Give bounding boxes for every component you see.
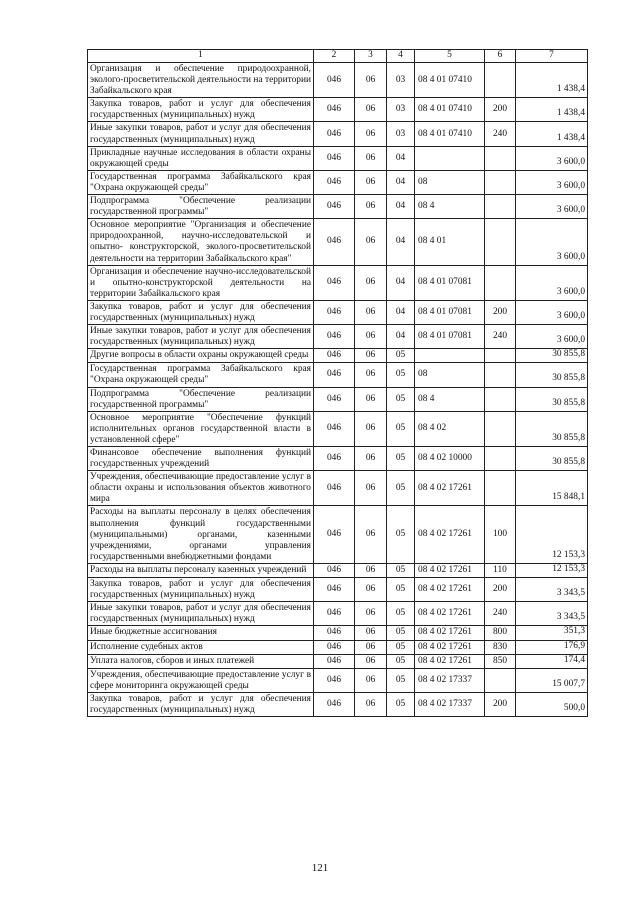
section-code-cell: 06 [355, 63, 387, 98]
ministry-code-cell: 046 [314, 506, 355, 563]
target-article-cell: 08 [415, 170, 485, 194]
expense-type-cell: 850 [485, 654, 516, 668]
target-article-cell: 08 4 02 [415, 411, 485, 446]
subsection-code-cell: 04 [387, 219, 415, 265]
section-code-cell: 06 [355, 170, 387, 194]
item-name-cell: Иные бюджетные ассигнования [88, 626, 314, 640]
target-article-cell [415, 146, 485, 170]
table-header-row [88, 50, 588, 63]
amount-cell: 3 600,0 [516, 265, 588, 300]
amount-cell: 3 600,0 [516, 219, 588, 265]
table-body [88, 50, 588, 717]
subsection-code-cell: 05 [387, 447, 415, 471]
expense-type-cell [485, 471, 516, 506]
expense-type-cell [485, 63, 516, 98]
ministry-code-cell: 046 [314, 411, 355, 446]
section-code-cell: 06 [355, 563, 387, 577]
amount-cell: 351,3 [516, 626, 588, 640]
expense-type-cell: 110 [485, 563, 516, 577]
subsection-code-cell: 05 [387, 363, 415, 387]
amount-cell: 1 438,4 [516, 63, 588, 98]
item-name-cell: Закупка товаров, работ и услуг для обеспечения государственных (муниципальных) нужд [88, 98, 314, 122]
subsection-code-cell: 05 [387, 349, 415, 363]
target-article-cell: 08 4 02 17261 [415, 563, 485, 577]
table-row [88, 578, 588, 602]
subsection-code-cell: 05 [387, 471, 415, 506]
amount-cell: 3 600,0 [516, 300, 588, 324]
ministry-code-cell: 046 [314, 219, 355, 265]
table-row [88, 63, 588, 98]
subsection-code-cell: 04 [387, 325, 415, 349]
header-cell: 6 [485, 50, 516, 63]
item-name-cell: Учреждения, обеспечивающие предоставление услуг в области охраны и использования объектов животного мира [88, 471, 314, 506]
item-name-cell: Иные закупки товаров, работ и услуг для обеспечения государственных (муниципальных) нужд [88, 122, 314, 146]
table-row [88, 640, 588, 654]
item-name-cell: Расходы на выплаты персоналу казенных учреждений [88, 563, 314, 577]
header-cell: 5 [415, 50, 485, 63]
table-row [88, 692, 588, 716]
expense-type-cell: 830 [485, 640, 516, 654]
table-row [88, 563, 588, 577]
section-code-cell: 06 [355, 146, 387, 170]
amount-cell: 15 007,7 [516, 668, 588, 692]
target-article-cell: 08 4 01 07081 [415, 265, 485, 300]
table-row [88, 654, 588, 668]
table-row [88, 146, 588, 170]
expense-type-cell [485, 349, 516, 363]
ministry-code-cell: 046 [314, 146, 355, 170]
expense-type-cell [485, 265, 516, 300]
amount-cell: 500,0 [516, 692, 588, 716]
target-article-cell: 08 4 02 17337 [415, 692, 485, 716]
table-row [88, 363, 588, 387]
subsection-code-cell: 03 [387, 63, 415, 98]
ministry-code-cell: 046 [314, 300, 355, 324]
table-row [88, 122, 588, 146]
item-name-cell: Подпрограмма "Обеспечение реализации государственной программы" [88, 195, 314, 219]
section-code-cell: 06 [355, 325, 387, 349]
target-article-cell: 08 4 02 17261 [415, 578, 485, 602]
subsection-code-cell: 05 [387, 506, 415, 563]
ministry-code-cell: 046 [314, 471, 355, 506]
amount-cell: 30 855,8 [516, 447, 588, 471]
subsection-code-cell: 05 [387, 692, 415, 716]
amount-cell: 1 438,4 [516, 98, 588, 122]
target-article-cell: 08 4 01 [415, 219, 485, 265]
table-row [88, 265, 588, 300]
target-article-cell: 08 4 01 07081 [415, 325, 485, 349]
subsection-code-cell: 05 [387, 563, 415, 577]
amount-cell: 3 600,0 [516, 146, 588, 170]
target-article-cell: 08 4 02 17261 [415, 640, 485, 654]
section-code-cell: 06 [355, 447, 387, 471]
target-article-cell: 08 4 02 10000 [415, 447, 485, 471]
ministry-code-cell: 046 [314, 447, 355, 471]
header-cell: 4 [387, 50, 415, 63]
amount-cell: 30 855,8 [516, 349, 588, 363]
ministry-code-cell: 046 [314, 692, 355, 716]
amount-cell: 174,4 [516, 654, 588, 668]
expense-type-cell: 200 [485, 300, 516, 324]
section-code-cell: 06 [355, 363, 387, 387]
target-article-cell: 08 4 01 07081 [415, 300, 485, 324]
table-row [88, 411, 588, 446]
table-row [88, 602, 588, 626]
item-name-cell: Иные закупки товаров, работ и услуг для обеспечения государственных (муниципальных) нужд [88, 325, 314, 349]
target-article-cell: 08 4 01 07410 [415, 63, 485, 98]
expense-type-cell [485, 146, 516, 170]
amount-cell: 12 153,3 [516, 563, 588, 577]
budget-table [87, 49, 588, 717]
item-name-cell: Уплата налогов, сборов и иных платежей [88, 654, 314, 668]
table-row [88, 300, 588, 324]
ministry-code-cell: 046 [314, 122, 355, 146]
amount-cell: 30 855,8 [516, 363, 588, 387]
amount-cell: 3 600,0 [516, 325, 588, 349]
section-code-cell: 06 [355, 411, 387, 446]
ministry-code-cell: 046 [314, 668, 355, 692]
subsection-code-cell: 05 [387, 578, 415, 602]
table-row [88, 349, 588, 363]
ministry-code-cell: 046 [314, 626, 355, 640]
expense-type-cell [485, 170, 516, 194]
expense-type-cell: 200 [485, 98, 516, 122]
item-name-cell: Организация и обеспечение научно-исследовательской и опытно-конструкторской деятельности на территории Забайкальского края [88, 265, 314, 300]
expense-type-cell [485, 387, 516, 411]
section-code-cell: 06 [355, 349, 387, 363]
expense-type-cell: 200 [485, 578, 516, 602]
header-cell: 3 [355, 50, 387, 63]
item-name-cell: Основное мероприятие "Организация и обеспечение природоохранной, научно-исследовательской и опытно- конструкторской, эколого-просветительской деятельности на территории Забайкальского края" [88, 219, 314, 265]
subsection-code-cell: 05 [387, 626, 415, 640]
target-article-cell: 08 4 02 17261 [415, 506, 485, 563]
table-row [88, 195, 588, 219]
ministry-code-cell: 046 [314, 63, 355, 98]
target-article-cell: 08 4 02 17337 [415, 668, 485, 692]
target-article-cell [415, 349, 485, 363]
section-code-cell: 06 [355, 506, 387, 563]
amount-cell: 3 600,0 [516, 195, 588, 219]
section-code-cell: 06 [355, 98, 387, 122]
amount-cell: 3 343,5 [516, 578, 588, 602]
item-name-cell: Финансовое обеспечение выполнения функций государственных учреждений [88, 447, 314, 471]
amount-cell: 15 848,1 [516, 471, 588, 506]
item-name-cell: Закупка товаров, работ и услуг для обеспечения государственных (муниципальных) нужд [88, 578, 314, 602]
table-row [88, 506, 588, 563]
expense-type-cell [485, 447, 516, 471]
subsection-code-cell: 04 [387, 170, 415, 194]
expense-type-cell [485, 411, 516, 446]
amount-cell: 1 438,4 [516, 122, 588, 146]
ministry-code-cell: 046 [314, 170, 355, 194]
subsection-code-cell: 05 [387, 411, 415, 446]
section-code-cell: 06 [355, 668, 387, 692]
table-row [88, 626, 588, 640]
item-name-cell: Организация и обеспечение природоохранной, эколого-просветительской деятельности на территории Забайкальского края [88, 63, 314, 98]
item-name-cell: Закупка товаров, работ и услуг для обеспечения государственных (муниципальных) нужд [88, 692, 314, 716]
subsection-code-cell: 03 [387, 122, 415, 146]
section-code-cell: 06 [355, 654, 387, 668]
item-name-cell: Государственная программа Забайкальского края "Охрана окружающей среды" [88, 363, 314, 387]
ministry-code-cell: 046 [314, 640, 355, 654]
amount-cell: 3 343,5 [516, 602, 588, 626]
amount-cell: 30 855,8 [516, 411, 588, 446]
ministry-code-cell: 046 [314, 325, 355, 349]
table-row [88, 170, 588, 194]
ministry-code-cell: 046 [314, 563, 355, 577]
expense-type-cell: 800 [485, 626, 516, 640]
amount-cell: 12 153,3 [516, 506, 588, 563]
section-code-cell: 06 [355, 626, 387, 640]
item-name-cell: Основное мероприятие "Обеспечение функций исполнительных органов государственной власти в установленной сфере" [88, 411, 314, 446]
target-article-cell: 08 4 01 07410 [415, 122, 485, 146]
expense-type-cell [485, 363, 516, 387]
subsection-code-cell: 03 [387, 98, 415, 122]
target-article-cell: 08 4 02 17261 [415, 471, 485, 506]
subsection-code-cell: 05 [387, 602, 415, 626]
section-code-cell: 06 [355, 122, 387, 146]
subsection-code-cell: 04 [387, 265, 415, 300]
expense-type-cell: 100 [485, 506, 516, 563]
item-name-cell: Подпрограмма "Обеспечение реализации государственной программы" [88, 387, 314, 411]
target-article-cell: 08 [415, 363, 485, 387]
table-row [88, 98, 588, 122]
header-cell: 7 [516, 50, 588, 63]
subsection-code-cell: 04 [387, 195, 415, 219]
section-code-cell: 06 [355, 692, 387, 716]
target-article-cell: 08 4 02 17261 [415, 654, 485, 668]
section-code-cell: 06 [355, 265, 387, 300]
item-name-cell: Государственная программа Забайкальского края "Охрана окружающей среды" [88, 170, 314, 194]
page-number: 121 [311, 862, 329, 874]
item-name-cell: Закупка товаров, работ и услуг для обеспечения государственных (муниципальных) нужд [88, 300, 314, 324]
amount-cell: 176,9 [516, 640, 588, 654]
subsection-code-cell: 04 [387, 146, 415, 170]
section-code-cell: 06 [355, 300, 387, 324]
item-name-cell: Прикладные научные исследования в области охраны окружающей среды [88, 146, 314, 170]
item-name-cell: Расходы на выплаты персоналу в целях обеспечения выполнения функций государственными (муниципальными) органами, казенными учреждениями, органами управления государственными внебюджетными фондами [88, 506, 314, 563]
item-name-cell: Другие вопросы в области охраны окружающей среды [88, 349, 314, 363]
section-code-cell: 06 [355, 387, 387, 411]
subsection-code-cell: 04 [387, 300, 415, 324]
item-name-cell: Иные закупки товаров, работ и услуг для обеспечения государственных (муниципальных) нужд [88, 602, 314, 626]
section-code-cell: 06 [355, 602, 387, 626]
ministry-code-cell: 046 [314, 654, 355, 668]
target-article-cell: 08 4 02 17261 [415, 602, 485, 626]
ministry-code-cell: 046 [314, 265, 355, 300]
expense-type-cell: 240 [485, 325, 516, 349]
table-row [88, 668, 588, 692]
target-article-cell: 08 4 01 07410 [415, 98, 485, 122]
table-row [88, 219, 588, 265]
section-code-cell: 06 [355, 578, 387, 602]
header-cell: 1 [88, 50, 314, 63]
section-code-cell: 06 [355, 471, 387, 506]
ministry-code-cell: 046 [314, 98, 355, 122]
ministry-code-cell: 046 [314, 363, 355, 387]
section-code-cell: 06 [355, 195, 387, 219]
table-row [88, 471, 588, 506]
target-article-cell: 08 4 [415, 387, 485, 411]
table-row [88, 325, 588, 349]
subsection-code-cell: 05 [387, 640, 415, 654]
subsection-code-cell: 05 [387, 668, 415, 692]
target-article-cell: 08 4 [415, 195, 485, 219]
expense-type-cell: 240 [485, 602, 516, 626]
expense-type-cell [485, 195, 516, 219]
header-cell: 2 [314, 50, 355, 63]
expense-type-cell: 240 [485, 122, 516, 146]
ministry-code-cell: 046 [314, 602, 355, 626]
item-name-cell: Учреждения, обеспечивающие предоставление услуг в сфере мониторинга окружающей среды [88, 668, 314, 692]
section-code-cell: 06 [355, 640, 387, 654]
expense-type-cell [485, 668, 516, 692]
subsection-code-cell: 05 [387, 387, 415, 411]
ministry-code-cell: 046 [314, 387, 355, 411]
table-row [88, 387, 588, 411]
expense-type-cell: 200 [485, 692, 516, 716]
amount-cell: 30 855,8 [516, 387, 588, 411]
subsection-code-cell: 05 [387, 654, 415, 668]
table-row [88, 447, 588, 471]
amount-cell: 3 600,0 [516, 170, 588, 194]
ministry-code-cell: 046 [314, 578, 355, 602]
section-code-cell: 06 [355, 219, 387, 265]
ministry-code-cell: 046 [314, 195, 355, 219]
target-article-cell: 08 4 02 17261 [415, 626, 485, 640]
ministry-code-cell: 046 [314, 349, 355, 363]
item-name-cell: Исполнение судебных актов [88, 640, 314, 654]
expense-type-cell [485, 219, 516, 265]
